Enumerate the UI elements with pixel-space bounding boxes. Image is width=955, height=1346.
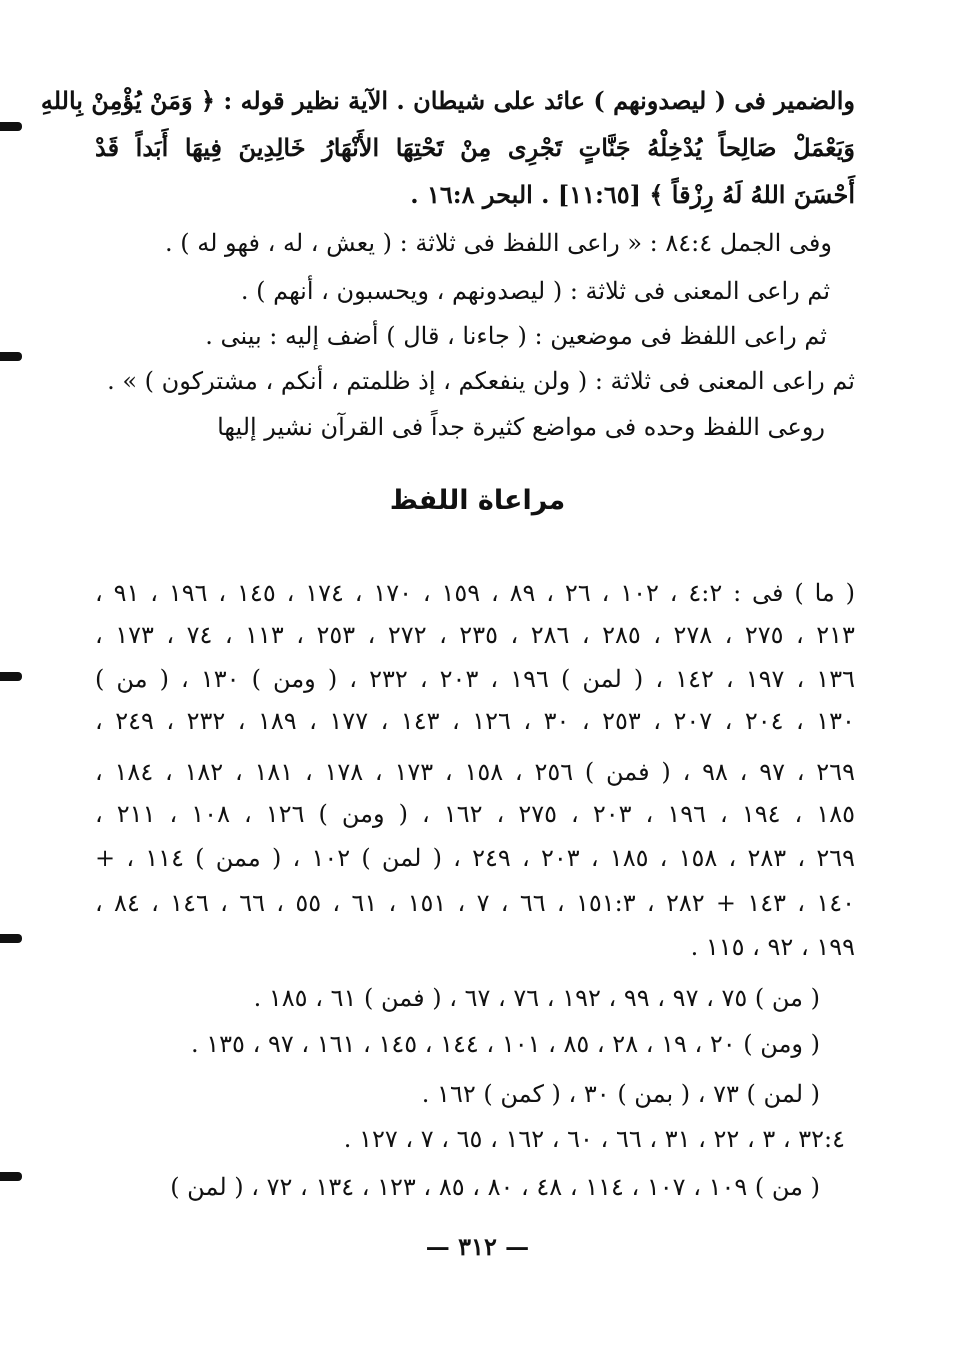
section-title: مراعاة اللفظ bbox=[389, 485, 566, 516]
reference-line: ( من ) ١٠٩ ، ١٠٧ ، ١١٤ ، ٤٨ ، ٨٠ ، ٨٥ ، ١٢٣ ، ١٣٤ ، ٧٢ ، ( لمن ) bbox=[170, 1173, 820, 1201]
reference-line: ٣٢:٤ ، ٣ ، ٢٢ ، ٣١ ، ٦٦ ، ٦٠ ، ١٦٢ ، ٦٥ ، ٧ ، ١٢٧ . bbox=[343, 1125, 845, 1153]
reference-line: ٢٦٩ ، ٢٨٣ ، ١٥٨ ، ١٨٥ ، ٢٠٣ ، ٢٤٩ ، ( لمن ) ١٠٢ ، ( ممن ) ١١٤ ، + bbox=[95, 844, 855, 872]
margin-tab-marker bbox=[0, 672, 22, 681]
quote-line: وفى الجمل ٨٤:٤ : « راعى اللفظ فى ثلاثة : ( يعش ، له ، فهو له ) . bbox=[165, 229, 832, 257]
intro-line: أَحْسَنَ اللهُ لَهُ رِزْقاً ﴾ [١١:٦٥] . البحر ١٦:٨ . bbox=[410, 180, 855, 209]
quote-line: ثم راعى المعنى فى ثلاثة : ( ولن ينفعكم ، إذ ظلمتم ، أنكم ، مشتركون ) » . bbox=[107, 367, 855, 395]
intro-line: والضمير فى ( ليصدونهم ) عائد على شيطان . الآية نظير قوله : ﴿ وَمَنْ يُؤْمِنْ بِاللهِ bbox=[40, 86, 855, 115]
margin-tab-marker bbox=[0, 122, 22, 131]
quote-line: ثم راعى اللفظ فى موضعين : ( جاءنا ، قال ) أضف إليه : بينى . bbox=[205, 322, 827, 350]
reference-line: ( ما ) فى : ٤:٢ ، ١٠٢ ، ٢٦ ، ٨٩ ، ١٥٩ ، ١٧٠ ، ١٧٤ ، ١٤٥ ، ١٩٦ ، ٩١ ، bbox=[95, 579, 855, 607]
margin-tab-marker bbox=[0, 352, 22, 361]
reference-line: ١٤٠ ، ١٤٣ + ٢٨٢ ، ١٥١:٣ ، ٦٦ ، ٧ ، ١٥١ ، ٦١ ، ٥٥ ، ٦٦ ، ١٤٦ ، ٨٤ ، bbox=[95, 889, 855, 917]
reference-line: ١٣٦ ، ١٩٧ ، ١٤٢ ، ( لمن ) ١٩٦ ، ٢٠٣ ، ٢٣٢ ، ( ومن ) ١٣٠ ، ( من ) bbox=[95, 665, 855, 693]
intro-line: وَيَعْمَلْ صَالِحاً يُدْخِلْهُ جَنَّاتٍ تَجْرِى مِنْ تَحْتِهَا الأَنْهَارُ خَالِدِينَ فِيهَا أَبَداً قَدْ bbox=[95, 133, 855, 162]
reference-line: ( ومن ) ٢٠ ، ١٩ ، ٢٨ ، ٨٥ ، ١٠١ ، ١٤٤ ، ١٤٥ ، ١٦١ ، ٩٧ ، ١٣٥ . bbox=[191, 1030, 820, 1058]
margin-tab-marker bbox=[0, 934, 22, 943]
reference-line: ١٨٥ ، ١٩٤ ، ١٩٦ ، ٢٠٣ ، ٢٧٥ ، ١٦٢ ، ( ومن ) ١٢٦ ، ١٠٨ ، ٢١١ ، bbox=[95, 800, 855, 828]
intro-line: روعى اللفظ وحده فى مواضع كثيرة جداً فى القرآن نشير إليها bbox=[217, 413, 825, 441]
margin-tab-marker bbox=[0, 1172, 22, 1181]
quote-line: ثم راعى المعنى فى ثلاثة : ( ليصدونهم ، ويحسبون ، أنهم ) . bbox=[240, 277, 830, 305]
reference-line: ٢٦٩ ، ٩٧ ، ٩٨ ، ( فمن ) ٢٥٦ ، ١٥٨ ، ١٧٣ ، ١٧٨ ، ١٨١ ، ١٨٢ ، ١٨٤ ، bbox=[95, 758, 855, 786]
reference-line: ( من ) ٧٥ ، ٩٧ ، ٩٩ ، ١٩٢ ، ٧٦ ، ٦٧ ، ( فمن ) ٦١ ، ١٨٥ . bbox=[253, 984, 820, 1012]
reference-line: ( لمن ) ٧٣ ، ( بمن ) ٣٠ ، ( كمن ) ١٦٢ . bbox=[421, 1080, 820, 1108]
reference-line: ١٣٠ ، ٢٠٤ ، ٢٠٧ ، ٢٥٣ ، ٣٠ ، ١٢٦ ، ١٤٣ ، ١٧٧ ، ١٨٩ ، ٢٣٢ ، ٢٤٩ ، bbox=[95, 707, 855, 735]
reference-line: ١٩٩ ، ٩٢ ، ١١٥ . bbox=[690, 933, 855, 961]
page-number: — ٣١٢ — bbox=[425, 1232, 530, 1261]
reference-line: ٢١٣ ، ٢٧٥ ، ٢٧٨ ، ٢٨٥ ، ٢٨٦ ، ٢٣٥ ، ٢٧٢ ، ٢٥٣ ، ١١٣ ، ٧٤ ، ١٧٣ ، bbox=[95, 621, 855, 649]
